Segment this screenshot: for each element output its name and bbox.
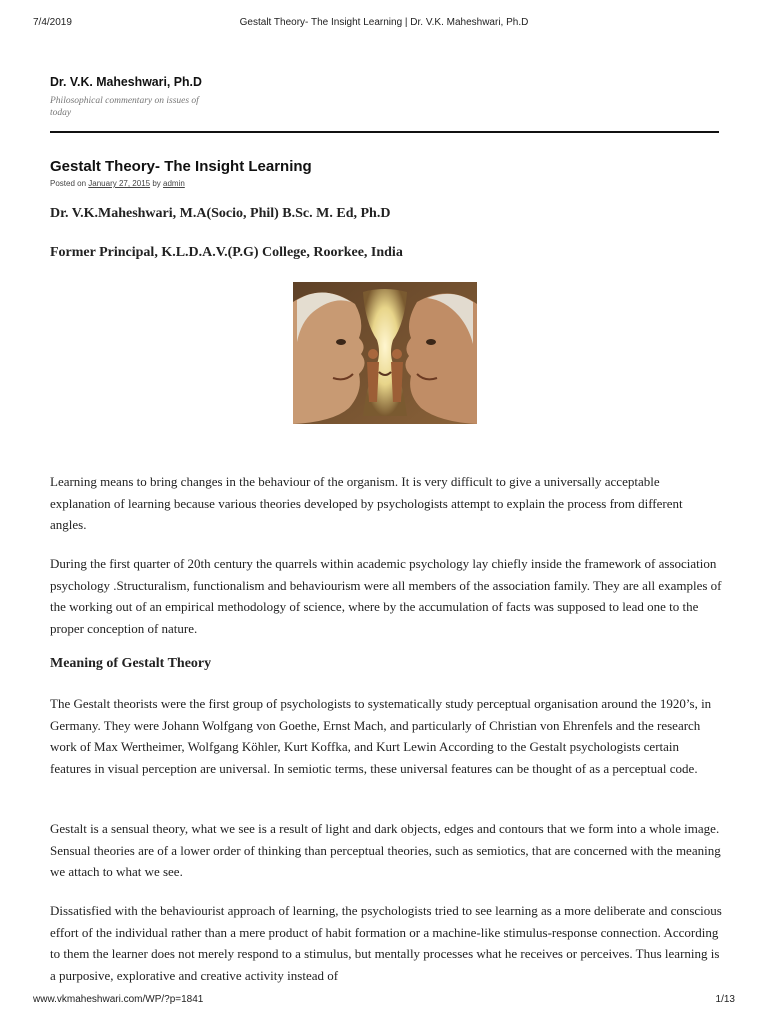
posted-on-label: Posted on [50, 179, 87, 188]
site-title-link[interactable]: Dr. V.K. Maheshwari, Ph.D [50, 74, 202, 89]
paragraph-1-text: Learning means to bring changes in the behaviour of the organism. It is very difficult to give a universally acceptable explanation of learning because various theories developed by psychologists attempt to explain the process from different angles. [50, 474, 683, 532]
post-author-link[interactable]: admin [163, 179, 185, 188]
print-url: www.vkmaheshwari.com/WP/?p=1841 [33, 994, 204, 1005]
gestalt-illusion-image [293, 282, 477, 424]
post-meta [50, 178, 719, 190]
paragraph-learning-definition [50, 471, 722, 536]
post-title: Gestalt Theory- The Insight Learning [50, 158, 312, 175]
post-date-link[interactable]: January 27, 2015 [88, 179, 151, 188]
author-position: Former Principal, K.L.D.A.V.(P.G) College, Roorkee, India [50, 245, 403, 260]
print-page-number: 1/13 [715, 994, 735, 1005]
print-date: 7/4/2019 [33, 17, 72, 28]
author-credentials: Dr. V.K.Maheshwari, M.A(Socio, Phil) B.Sc. M. Ed, Ph.D [50, 206, 391, 221]
print-header [33, 17, 735, 31]
paragraph-2-text: During the first quarter of 20th century the quarrels within academic psychology lay chiefly inside the framework of association psychology .Structuralism, functionalism and behaviourism were all members of the association family. They are all examples of the working out of an empirical methodology of science, where by the accumulation of facts was supposed to lead one to the proper conception of nature. [50, 556, 722, 636]
paragraph-gestalt-theorists [50, 693, 722, 779]
paragraph-3-text: The Gestalt theorists were the first group of psychologists to systematically study perceptual organisation around the 1920’s, in Germany. They were Johann Wolfgang von Goethe, Ernst Mach, and particularly of Christian von Ehrenfels and the research work of Max Wertheimer, Wolfgang Köhler, Kurt Koffka, and Kurt Lewin According to the Gestalt psychologists certain features in visual perception are universal. In semiotic terms, these universal features can be thought of as a perceptual code. [50, 696, 712, 776]
paragraph-5-text: Dissatisfied with the behaviourist approach of learning, the psychologists tried to see learning as a more deliberate and conscious effort of the individual rather than a mere product of habit formation or a machine-like stimulus-response connection. According to them the learner does not merely respond to a stimulus, but mentally processes what he receives or perceives. Thus learning is a purposive, explorative and creative activity instead of [50, 903, 722, 983]
site-header [50, 73, 719, 119]
site-tagline: Philosophical commentary on issues of today [50, 96, 199, 118]
paragraph-sensual-theory [50, 818, 722, 883]
heading-meaning-of-gestalt-theory: Meaning of Gestalt Theory [50, 656, 212, 671]
paragraph-association-psychology [50, 553, 722, 639]
paragraph-4-text: Gestalt is a sensual theory, what we see is a result of light and dark objects, edges and contours that we form into a whole image. Sensual theories are of a lower order of thinking than perceptual theories, such as semiotics, that are concerned with the meaning we attach to what we see. [50, 821, 721, 879]
paragraph-dissatisfied-behaviourist [50, 900, 722, 986]
print-page-title: Gestalt Theory- The Insight Learning | Dr. V.K. Maheshwari, Ph.D [239, 17, 529, 28]
print-footer [33, 994, 735, 1008]
by-label: by [152, 179, 161, 188]
header-divider [50, 131, 719, 133]
post-entry [50, 157, 719, 190]
